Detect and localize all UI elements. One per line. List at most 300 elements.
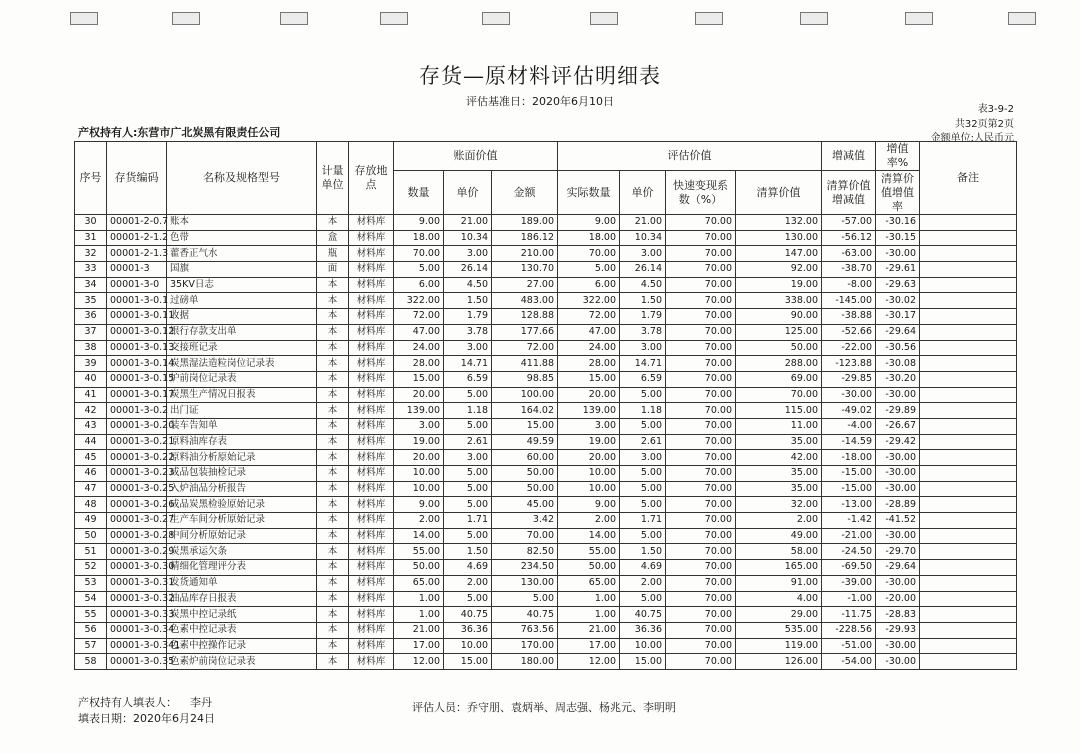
row-price: 5.00 <box>444 481 492 497</box>
table-row <box>75 638 1017 654</box>
row-real-qty: 5.00 <box>558 262 620 278</box>
row-rate: -30.00 <box>876 246 920 262</box>
row-increment: -56.12 <box>822 230 876 246</box>
row-location: 材料库 <box>349 434 394 450</box>
row-qty: 9.00 <box>394 497 444 513</box>
row-remark <box>920 544 1017 560</box>
row-code: 00001-3-0.1 <box>107 293 167 309</box>
row-rate: -30.15 <box>876 230 920 246</box>
row-increment: -18.00 <box>822 450 876 466</box>
row-increment: -49.02 <box>822 403 876 419</box>
row-amount: 98.85 <box>492 371 558 387</box>
row-eval-price: 14.71 <box>620 356 666 372</box>
row-remark <box>920 638 1017 654</box>
row-qty: 20.00 <box>394 387 444 403</box>
row-name: 色带 <box>167 230 317 246</box>
row-remark <box>920 403 1017 419</box>
row-rate: -30.00 <box>876 654 920 670</box>
row-location: 材料库 <box>349 246 394 262</box>
row-liquidation: 338.00 <box>736 293 822 309</box>
row-qty: 72.00 <box>394 309 444 325</box>
row-unit: 本 <box>317 418 349 434</box>
row-coefficient: 70.00 <box>666 230 736 246</box>
row-code: 00001-3-0.27 <box>107 513 167 529</box>
row-price: 2.00 <box>444 575 492 591</box>
row-remark <box>920 418 1017 434</box>
row-seq: 47 <box>75 481 107 497</box>
row-name: 藿香正气水 <box>167 246 317 262</box>
row-liquidation: 58.00 <box>736 544 822 560</box>
row-eval-price: 15.00 <box>620 654 666 670</box>
row-unit: 本 <box>317 560 349 576</box>
row-seq: 45 <box>75 450 107 466</box>
row-name: 发货通知单 <box>167 575 317 591</box>
row-qty: 50.00 <box>394 560 444 576</box>
row-name: 成品炭黑检验原始记录 <box>167 497 317 513</box>
row-qty: 5.00 <box>394 262 444 278</box>
row-eval-price: 1.50 <box>620 544 666 560</box>
row-name: 35KV日志 <box>167 277 317 293</box>
row-seq: 35 <box>75 293 107 309</box>
row-amount: 100.00 <box>492 387 558 403</box>
row-qty: 21.00 <box>394 622 444 638</box>
row-remark <box>920 528 1017 544</box>
row-rate: -30.00 <box>876 387 920 403</box>
row-unit: 瓶 <box>317 246 349 262</box>
row-coefficient: 70.00 <box>666 340 736 356</box>
punch-hole-mark <box>800 12 828 25</box>
row-real-qty: 18.00 <box>558 230 620 246</box>
currency-unit: 金额单位:人民币元 <box>930 133 1014 144</box>
row-name: 炭黑生产情况日报表 <box>167 387 317 403</box>
row-amount: 82.50 <box>492 544 558 560</box>
row-code: 00001-3-0.15 <box>107 371 167 387</box>
row-price: 1.50 <box>444 544 492 560</box>
table-row <box>75 528 1017 544</box>
row-amount: 15.00 <box>492 418 558 434</box>
row-increment: -123.88 <box>822 356 876 372</box>
row-eval-price: 4.50 <box>620 277 666 293</box>
row-remark <box>920 371 1017 387</box>
row-name: 原料油库存表 <box>167 434 317 450</box>
row-unit: 盒 <box>317 230 349 246</box>
row-coefficient: 70.00 <box>666 324 736 340</box>
row-name: 油品库存日报表 <box>167 591 317 607</box>
row-eval-price: 1.79 <box>620 309 666 325</box>
table-row <box>75 513 1017 529</box>
row-eval-price: 36.36 <box>620 622 666 638</box>
row-location: 材料库 <box>349 513 394 529</box>
row-remark <box>920 340 1017 356</box>
header-liq-increment: 清算价值增减值 <box>822 171 876 215</box>
row-rate: -29.93 <box>876 622 920 638</box>
row-real-qty: 12.00 <box>558 654 620 670</box>
table-row <box>75 654 1017 670</box>
row-qty: 24.00 <box>394 340 444 356</box>
row-increment: -22.00 <box>822 340 876 356</box>
row-seq: 32 <box>75 246 107 262</box>
row-liquidation: 91.00 <box>736 575 822 591</box>
row-amount: 411.88 <box>492 356 558 372</box>
header-liq-rate: 清算价值增值率 <box>876 171 920 215</box>
row-coefficient: 70.00 <box>666 591 736 607</box>
row-qty: 10.00 <box>394 481 444 497</box>
row-unit: 本 <box>317 497 349 513</box>
table-row <box>75 403 1017 419</box>
row-price: 1.79 <box>444 309 492 325</box>
filler-label: 产权持有人填表人： <box>78 696 177 709</box>
row-seq: 39 <box>75 356 107 372</box>
table-row <box>75 324 1017 340</box>
row-seq: 56 <box>75 622 107 638</box>
row-increment: -24.50 <box>822 544 876 560</box>
row-amount: 170.00 <box>492 638 558 654</box>
row-real-qty: 20.00 <box>558 387 620 403</box>
row-amount: 186.12 <box>492 230 558 246</box>
row-amount: 50.00 <box>492 466 558 482</box>
row-rate: -30.00 <box>876 638 920 654</box>
row-coefficient: 70.00 <box>666 544 736 560</box>
row-unit: 本 <box>317 356 349 372</box>
row-coefficient: 70.00 <box>666 497 736 513</box>
row-increment: -228.56 <box>822 622 876 638</box>
row-real-qty: 19.00 <box>558 434 620 450</box>
row-liquidation: 11.00 <box>736 418 822 434</box>
row-qty: 6.00 <box>394 277 444 293</box>
table-row <box>75 262 1017 278</box>
page-count: 共32页第2页 <box>954 119 1014 130</box>
row-rate: -30.08 <box>876 356 920 372</box>
table-row <box>75 466 1017 482</box>
row-coefficient: 70.00 <box>666 560 736 576</box>
table-row <box>75 309 1017 325</box>
table-number: 表3-9-2 <box>977 104 1014 115</box>
row-code: 00001-3-0.17 <box>107 387 167 403</box>
row-liquidation: 90.00 <box>736 309 822 325</box>
row-name: 炭黑湿法造粒岗位记录表 <box>167 356 317 372</box>
row-increment: -11.75 <box>822 607 876 623</box>
fill-date: 填表日期：2020年6月24日 <box>78 712 215 725</box>
row-rate: -30.00 <box>876 450 920 466</box>
row-name: 入炉油品分析报告 <box>167 481 317 497</box>
row-coefficient: 70.00 <box>666 450 736 466</box>
row-location: 材料库 <box>349 215 394 231</box>
row-seq: 38 <box>75 340 107 356</box>
row-rate: -26.67 <box>876 418 920 434</box>
row-amount: 50.00 <box>492 481 558 497</box>
header-coefficient: 快速变现系数（%） <box>666 171 736 215</box>
row-real-qty: 1.00 <box>558 591 620 607</box>
header-liquidation: 清算价值 <box>736 171 822 215</box>
punch-hole-mark <box>380 12 408 25</box>
appraisers: 评估人员：乔守朋、袁炳举、周志强、杨兆元、李明明 <box>412 701 676 714</box>
row-unit: 本 <box>317 450 349 466</box>
table-row <box>75 450 1017 466</box>
row-code: 00001-3-0.32 <box>107 591 167 607</box>
row-price: 5.00 <box>444 466 492 482</box>
table-row <box>75 293 1017 309</box>
row-name: 炭黑承运欠条 <box>167 544 317 560</box>
row-liquidation: 49.00 <box>736 528 822 544</box>
row-liquidation: 42.00 <box>736 450 822 466</box>
row-name: 色素中控记录表 <box>167 622 317 638</box>
row-increment: -38.70 <box>822 262 876 278</box>
row-increment: -63.00 <box>822 246 876 262</box>
punch-hole-mark <box>905 12 933 25</box>
header-eval-price: 单价 <box>620 171 666 215</box>
row-increment: -39.00 <box>822 575 876 591</box>
header-book-value: 账面价值 <box>394 142 558 171</box>
row-location: 材料库 <box>349 544 394 560</box>
row-remark <box>920 481 1017 497</box>
row-liquidation: 535.00 <box>736 622 822 638</box>
row-seq: 49 <box>75 513 107 529</box>
row-price: 10.34 <box>444 230 492 246</box>
row-amount: 189.00 <box>492 215 558 231</box>
row-rate: -30.16 <box>876 215 920 231</box>
row-code: 00001-3-0.28 <box>107 528 167 544</box>
row-coefficient: 70.00 <box>666 309 736 325</box>
row-real-qty: 322.00 <box>558 293 620 309</box>
row-code: 00001-3-0.33 <box>107 607 167 623</box>
row-location: 材料库 <box>349 466 394 482</box>
row-price: 1.71 <box>444 513 492 529</box>
row-name: 账本 <box>167 215 317 231</box>
row-unit: 本 <box>317 481 349 497</box>
row-amount: 130.70 <box>492 262 558 278</box>
row-qty: 28.00 <box>394 356 444 372</box>
row-increment: -57.00 <box>822 215 876 231</box>
row-coefficient: 70.00 <box>666 528 736 544</box>
row-name: 生产车间分析原始记录 <box>167 513 317 529</box>
row-real-qty: 50.00 <box>558 560 620 576</box>
row-code: 00001-3-0.12 <box>107 324 167 340</box>
row-price: 5.00 <box>444 591 492 607</box>
row-liquidation: 32.00 <box>736 497 822 513</box>
row-unit: 本 <box>317 622 349 638</box>
row-qty: 10.00 <box>394 466 444 482</box>
row-code: 00001-3 <box>107 262 167 278</box>
row-coefficient: 70.00 <box>666 356 736 372</box>
row-rate: -30.02 <box>876 293 920 309</box>
row-eval-price: 5.00 <box>620 497 666 513</box>
punch-hole-mark <box>695 12 723 25</box>
row-seq: 48 <box>75 497 107 513</box>
row-increment: -51.00 <box>822 638 876 654</box>
row-qty: 2.00 <box>394 513 444 529</box>
row-location: 材料库 <box>349 324 394 340</box>
row-remark <box>920 575 1017 591</box>
row-seq: 51 <box>75 544 107 560</box>
header-qty: 数量 <box>394 171 444 215</box>
row-rate: -29.63 <box>876 277 920 293</box>
row-eval-price: 40.75 <box>620 607 666 623</box>
row-rate: -29.61 <box>876 262 920 278</box>
row-coefficient: 70.00 <box>666 371 736 387</box>
table-row <box>75 560 1017 576</box>
row-amount: 234.50 <box>492 560 558 576</box>
row-unit: 本 <box>317 434 349 450</box>
header-seq: 序号 <box>75 142 107 215</box>
row-rate: -29.42 <box>876 434 920 450</box>
row-amount: 40.75 <box>492 607 558 623</box>
row-amount: 45.00 <box>492 497 558 513</box>
row-location: 材料库 <box>349 403 394 419</box>
row-coefficient: 70.00 <box>666 293 736 309</box>
row-price: 10.00 <box>444 638 492 654</box>
row-real-qty: 15.00 <box>558 371 620 387</box>
row-code: 00001-3-0.35 <box>107 654 167 670</box>
row-real-qty: 20.00 <box>558 450 620 466</box>
row-code: 00001-3-0 <box>107 277 167 293</box>
row-remark <box>920 466 1017 482</box>
row-increment: -52.66 <box>822 324 876 340</box>
row-price: 5.00 <box>444 418 492 434</box>
row-eval-price: 5.00 <box>620 528 666 544</box>
header-real-qty: 实际数量 <box>558 171 620 215</box>
row-coefficient: 70.00 <box>666 434 736 450</box>
row-remark <box>920 262 1017 278</box>
row-code: 00001-3-0.21 <box>107 434 167 450</box>
row-remark <box>920 293 1017 309</box>
row-eval-price: 6.59 <box>620 371 666 387</box>
row-price: 1.50 <box>444 293 492 309</box>
base-date: 评估基准日：2020年6月10日 <box>466 95 614 108</box>
row-price: 5.00 <box>444 387 492 403</box>
row-liquidation: 115.00 <box>736 403 822 419</box>
row-seq: 40 <box>75 371 107 387</box>
row-eval-price: 1.18 <box>620 403 666 419</box>
row-rate: -30.00 <box>876 528 920 544</box>
row-liquidation: 29.00 <box>736 607 822 623</box>
row-remark <box>920 434 1017 450</box>
row-eval-price: 5.00 <box>620 466 666 482</box>
table-row <box>75 497 1017 513</box>
row-qty: 47.00 <box>394 324 444 340</box>
row-name: 中间分析原始记录 <box>167 528 317 544</box>
table-row <box>75 340 1017 356</box>
row-real-qty: 28.00 <box>558 356 620 372</box>
row-real-qty: 14.00 <box>558 528 620 544</box>
row-amount: 164.02 <box>492 403 558 419</box>
punch-hole-mark <box>482 12 510 25</box>
row-unit: 本 <box>317 277 349 293</box>
row-amount: 177.66 <box>492 324 558 340</box>
row-location: 材料库 <box>349 591 394 607</box>
row-qty: 12.00 <box>394 654 444 670</box>
row-real-qty: 9.00 <box>558 215 620 231</box>
row-coefficient: 70.00 <box>666 403 736 419</box>
row-real-qty: 3.00 <box>558 418 620 434</box>
row-price: 21.00 <box>444 215 492 231</box>
row-name: 原料油分析原始记录 <box>167 450 317 466</box>
row-real-qty: 21.00 <box>558 622 620 638</box>
row-name: 国旗 <box>167 262 317 278</box>
row-code: 00001-3-0.25 <box>107 481 167 497</box>
row-coefficient: 70.00 <box>666 654 736 670</box>
row-qty: 3.00 <box>394 418 444 434</box>
row-qty: 70.00 <box>394 246 444 262</box>
table-row <box>75 544 1017 560</box>
row-unit: 本 <box>317 544 349 560</box>
row-real-qty: 47.00 <box>558 324 620 340</box>
row-unit: 本 <box>317 340 349 356</box>
row-liquidation: 132.00 <box>736 215 822 231</box>
row-eval-price: 5.00 <box>620 591 666 607</box>
row-amount: 210.00 <box>492 246 558 262</box>
row-amount: 130.00 <box>492 575 558 591</box>
row-real-qty: 17.00 <box>558 638 620 654</box>
row-code: 00001-3-0.13 <box>107 340 167 356</box>
row-amount: 60.00 <box>492 450 558 466</box>
row-real-qty: 65.00 <box>558 575 620 591</box>
row-seq: 52 <box>75 560 107 576</box>
row-eval-price: 3.78 <box>620 324 666 340</box>
row-liquidation: 69.00 <box>736 371 822 387</box>
row-seq: 54 <box>75 591 107 607</box>
row-liquidation: 126.00 <box>736 654 822 670</box>
row-liquidation: 2.00 <box>736 513 822 529</box>
row-price: 15.00 <box>444 654 492 670</box>
table-row <box>75 230 1017 246</box>
row-coefficient: 70.00 <box>666 387 736 403</box>
punch-hole-mark <box>1008 12 1036 25</box>
row-increment: -15.00 <box>822 466 876 482</box>
row-code: 00001-3-0.14 <box>107 356 167 372</box>
row-amount: 3.42 <box>492 513 558 529</box>
row-unit: 本 <box>317 324 349 340</box>
row-increment: -1.00 <box>822 591 876 607</box>
row-location: 材料库 <box>349 575 394 591</box>
row-qty: 15.00 <box>394 371 444 387</box>
row-increment: -13.00 <box>822 497 876 513</box>
row-rate: -29.64 <box>876 560 920 576</box>
row-real-qty: 24.00 <box>558 340 620 356</box>
row-unit: 本 <box>317 638 349 654</box>
row-name: 成品包装抽检记录 <box>167 466 317 482</box>
row-coefficient: 70.00 <box>666 622 736 638</box>
row-location: 材料库 <box>349 528 394 544</box>
row-remark <box>920 654 1017 670</box>
row-qty: 20.00 <box>394 450 444 466</box>
row-real-qty: 9.00 <box>558 497 620 513</box>
row-amount: 128.88 <box>492 309 558 325</box>
header-price: 单价 <box>444 171 492 215</box>
row-coefficient: 70.00 <box>666 262 736 278</box>
row-rate: -30.00 <box>876 481 920 497</box>
row-name: 出门证 <box>167 403 317 419</box>
row-rate: -30.20 <box>876 371 920 387</box>
row-liquidation: 35.00 <box>736 466 822 482</box>
row-eval-price: 3.00 <box>620 340 666 356</box>
row-price: 14.71 <box>444 356 492 372</box>
row-increment: -145.00 <box>822 293 876 309</box>
row-eval-price: 10.34 <box>620 230 666 246</box>
row-increment: -4.00 <box>822 418 876 434</box>
row-name: 交接班记录 <box>167 340 317 356</box>
table-row <box>75 418 1017 434</box>
row-amount: 180.00 <box>492 654 558 670</box>
row-location: 材料库 <box>349 607 394 623</box>
row-qty: 1.00 <box>394 591 444 607</box>
row-real-qty: 1.00 <box>558 607 620 623</box>
row-seq: 57 <box>75 638 107 654</box>
row-unit: 本 <box>317 403 349 419</box>
table-row <box>75 246 1017 262</box>
row-real-qty: 72.00 <box>558 309 620 325</box>
row-remark <box>920 246 1017 262</box>
row-price: 3.78 <box>444 324 492 340</box>
